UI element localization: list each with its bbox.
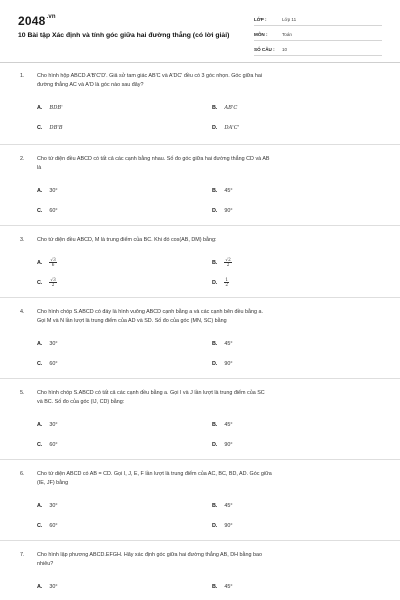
option-text: 90°	[224, 523, 233, 529]
answer-option[interactable]	[212, 516, 233, 536]
fraction-numerator: √3	[50, 276, 56, 282]
option-row	[0, 253, 400, 273]
question-text	[0, 389, 400, 407]
answer-option[interactable]	[212, 577, 233, 597]
question-item	[0, 460, 400, 541]
option-letter: D.	[212, 442, 218, 448]
option-text: 60°	[49, 361, 58, 367]
answer-option[interactable]	[212, 415, 233, 435]
question-line: Gọi M và N lần lượt là trung điểm của AD và SD. Số đo của góc (MN, SC) bằng	[37, 318, 227, 324]
option-letter: A.	[37, 584, 43, 590]
option-letter: D.	[212, 208, 218, 214]
option-letter: B.	[212, 503, 218, 509]
question-number: 3.	[20, 237, 25, 243]
option-text: 30°	[49, 422, 58, 428]
option-text: 45°	[224, 584, 233, 590]
answer-options	[0, 181, 400, 221]
answer-options	[0, 415, 400, 455]
answer-option[interactable]	[37, 181, 58, 201]
question-line: Cho hình chóp S.ABCD có tất cả các cạnh đều bằng a. Gọi I và J lần lượt là trung điểm của SC	[37, 390, 265, 396]
option-row	[0, 577, 400, 597]
answer-option[interactable]	[37, 516, 58, 536]
option-letter: B.	[212, 422, 218, 428]
meta-row-count	[254, 44, 382, 56]
answer-option[interactable]	[212, 201, 233, 221]
option-text: AB'C	[224, 105, 238, 111]
answer-option[interactable]	[37, 577, 58, 597]
answer-option[interactable]	[37, 98, 63, 118]
answer-options	[0, 253, 400, 293]
page-header	[0, 0, 400, 63]
fraction-denominator: 2	[226, 262, 230, 268]
option-text: 45°	[224, 341, 233, 347]
option-letter: A.	[37, 341, 43, 347]
meta-row-class	[254, 14, 382, 26]
option-text: 30°	[49, 584, 58, 590]
document-title: 10 Bài tập Xác định và tính góc giữa hai đường thẳng (có lời giải)	[18, 32, 230, 39]
answer-option[interactable]	[37, 334, 58, 354]
question-number: 4.	[20, 309, 25, 315]
answer-option[interactable]	[212, 118, 239, 138]
option-row	[0, 334, 400, 354]
option-text: BDB'	[49, 105, 63, 111]
logo-text: 2048	[18, 14, 46, 28]
answer-option[interactable]	[212, 496, 233, 516]
option-letter: C.	[37, 442, 43, 448]
answer-option[interactable]	[37, 253, 57, 273]
question-item	[0, 298, 400, 379]
meta-label: MÔN :	[254, 32, 268, 37]
question-line: Cho tứ diện đều ABCD, M là trung điểm của BC. Khi đó cos(AB, DM) bằng:	[37, 237, 217, 243]
logo-suffix: .vn	[46, 14, 56, 20]
meta-value: Toán	[282, 32, 292, 37]
question-number: 5.	[20, 390, 25, 396]
question-line: Cho tứ diện đều ABCD có tất cả các cạnh bằng nhau. Số đo góc giữa hai đường thẳng CD và AB	[37, 156, 270, 162]
option-letter: C.	[37, 523, 43, 529]
question-text	[0, 470, 400, 488]
answer-option[interactable]	[37, 273, 57, 293]
question-number: 1.	[20, 73, 25, 79]
option-text: 60°	[49, 208, 58, 214]
question-text	[0, 72, 400, 90]
question-text	[0, 551, 400, 569]
answer-option[interactable]	[37, 415, 58, 435]
option-text: 60°	[49, 523, 58, 529]
answer-option[interactable]	[37, 496, 58, 516]
option-row	[0, 273, 400, 293]
question-line: Cho hình hộp ABCD.A'B'C'D'. Giả sử tam giác AB'C và A'DC' đều có 3 góc nhọn. Góc giữa hai	[37, 73, 263, 79]
site-logo[interactable]	[18, 14, 56, 28]
answer-options	[0, 98, 400, 138]
option-row	[0, 181, 400, 201]
option-letter: B.	[212, 188, 218, 194]
option-letter: B.	[212, 584, 218, 590]
option-letter: A.	[37, 260, 43, 266]
option-letter: A.	[37, 188, 43, 194]
option-letter: A.	[37, 422, 43, 428]
option-row	[0, 98, 400, 118]
option-fraction	[49, 258, 56, 268]
option-text: DA'C'	[224, 125, 240, 131]
answer-option[interactable]	[212, 181, 233, 201]
option-text: 30°	[49, 188, 58, 194]
question-number: 7.	[20, 552, 25, 558]
question-number: 6.	[20, 471, 25, 477]
fraction-numerator: √2	[225, 256, 231, 262]
option-fraction	[49, 278, 56, 288]
question-item	[0, 541, 400, 600]
answer-options	[0, 577, 400, 597]
option-text: 45°	[224, 503, 233, 509]
answer-option[interactable]	[37, 118, 63, 138]
question-number: 2.	[20, 156, 25, 162]
answer-option[interactable]	[212, 98, 237, 118]
meta-row-subject	[254, 29, 382, 41]
option-text: 90°	[224, 208, 233, 214]
option-text: 90°	[224, 361, 233, 367]
option-letter: A.	[37, 503, 43, 509]
option-text: 60°	[49, 442, 58, 448]
meta-label: SỐ CÂU :	[254, 47, 275, 52]
question-list	[0, 62, 400, 600]
fraction-numerator: 1	[225, 276, 229, 282]
meta-value: 10	[282, 47, 288, 52]
question-text	[0, 236, 400, 245]
option-text: 45°	[224, 422, 233, 428]
option-letter: B.	[212, 260, 218, 266]
option-letter: D.	[212, 125, 218, 131]
option-text: DB'B	[49, 125, 63, 131]
answer-option[interactable]	[37, 354, 58, 374]
meta-info	[254, 14, 382, 59]
question-item	[0, 62, 400, 145]
option-letter: D.	[212, 280, 218, 286]
option-letter: C.	[37, 361, 43, 367]
option-letter: C.	[37, 280, 43, 286]
option-letter: D.	[212, 361, 218, 367]
fraction-denominator: 6	[51, 262, 55, 268]
question-line: nhiêu?	[37, 561, 54, 567]
fraction-denominator: 2	[225, 282, 229, 288]
answer-options	[0, 334, 400, 374]
question-text	[0, 308, 400, 326]
answer-options	[0, 496, 400, 536]
option-letter: C.	[37, 208, 43, 214]
question-line: là	[37, 165, 42, 171]
question-item	[0, 226, 400, 298]
fraction-numerator: √3	[50, 256, 56, 262]
option-row	[0, 118, 400, 138]
option-letter: A.	[37, 105, 43, 111]
option-row	[0, 516, 400, 536]
question-line: Cho tứ diện ABCD có AB = CD. Gọi I, J, E, F lần lượt là trung điểm của AC, BC, BD, AD. Góc giữa	[37, 471, 272, 477]
question-line: đường thẳng AC và A'D là góc nào sau đây?	[37, 82, 144, 88]
meta-label: LỚP :	[254, 17, 267, 22]
option-letter: B.	[212, 105, 218, 111]
option-row	[0, 435, 400, 455]
option-letter: D.	[212, 523, 218, 529]
question-text	[0, 155, 400, 173]
option-row	[0, 201, 400, 221]
meta-value: Lớp 11	[282, 17, 297, 22]
question-item	[0, 145, 400, 226]
answer-option[interactable]	[212, 354, 233, 374]
question-item	[0, 379, 400, 460]
option-row	[0, 415, 400, 435]
option-text: 30°	[49, 341, 58, 347]
option-text: 90°	[224, 442, 233, 448]
question-line: (IE, JF) bằng	[37, 480, 69, 486]
question-line: Cho hình chóp S.ABCD có đáy là hình vuông ABCD cạnh bằng a và các cạnh bên đều bằng a.	[37, 309, 263, 315]
answer-option[interactable]	[212, 273, 229, 293]
answer-option[interactable]	[212, 334, 233, 354]
option-row	[0, 496, 400, 516]
option-text: 45°	[224, 188, 233, 194]
option-row	[0, 354, 400, 374]
option-letter: C.	[37, 125, 43, 131]
answer-option[interactable]	[212, 435, 233, 455]
question-line: và BC. Số đo của góc (IJ, CD) bằng:	[37, 399, 125, 405]
question-line: Cho hình lập phương ABCD.EFGH. Hãy xác định góc giữa hai đường thẳng AB, DH bằng bao	[37, 552, 262, 558]
answer-option[interactable]	[37, 435, 58, 455]
option-fraction	[224, 258, 231, 268]
option-fraction	[224, 278, 229, 288]
answer-option[interactable]	[37, 201, 58, 221]
option-letter: B.	[212, 341, 218, 347]
fraction-denominator: 2	[51, 282, 55, 288]
option-text: 30°	[49, 503, 58, 509]
answer-option[interactable]	[212, 253, 232, 273]
